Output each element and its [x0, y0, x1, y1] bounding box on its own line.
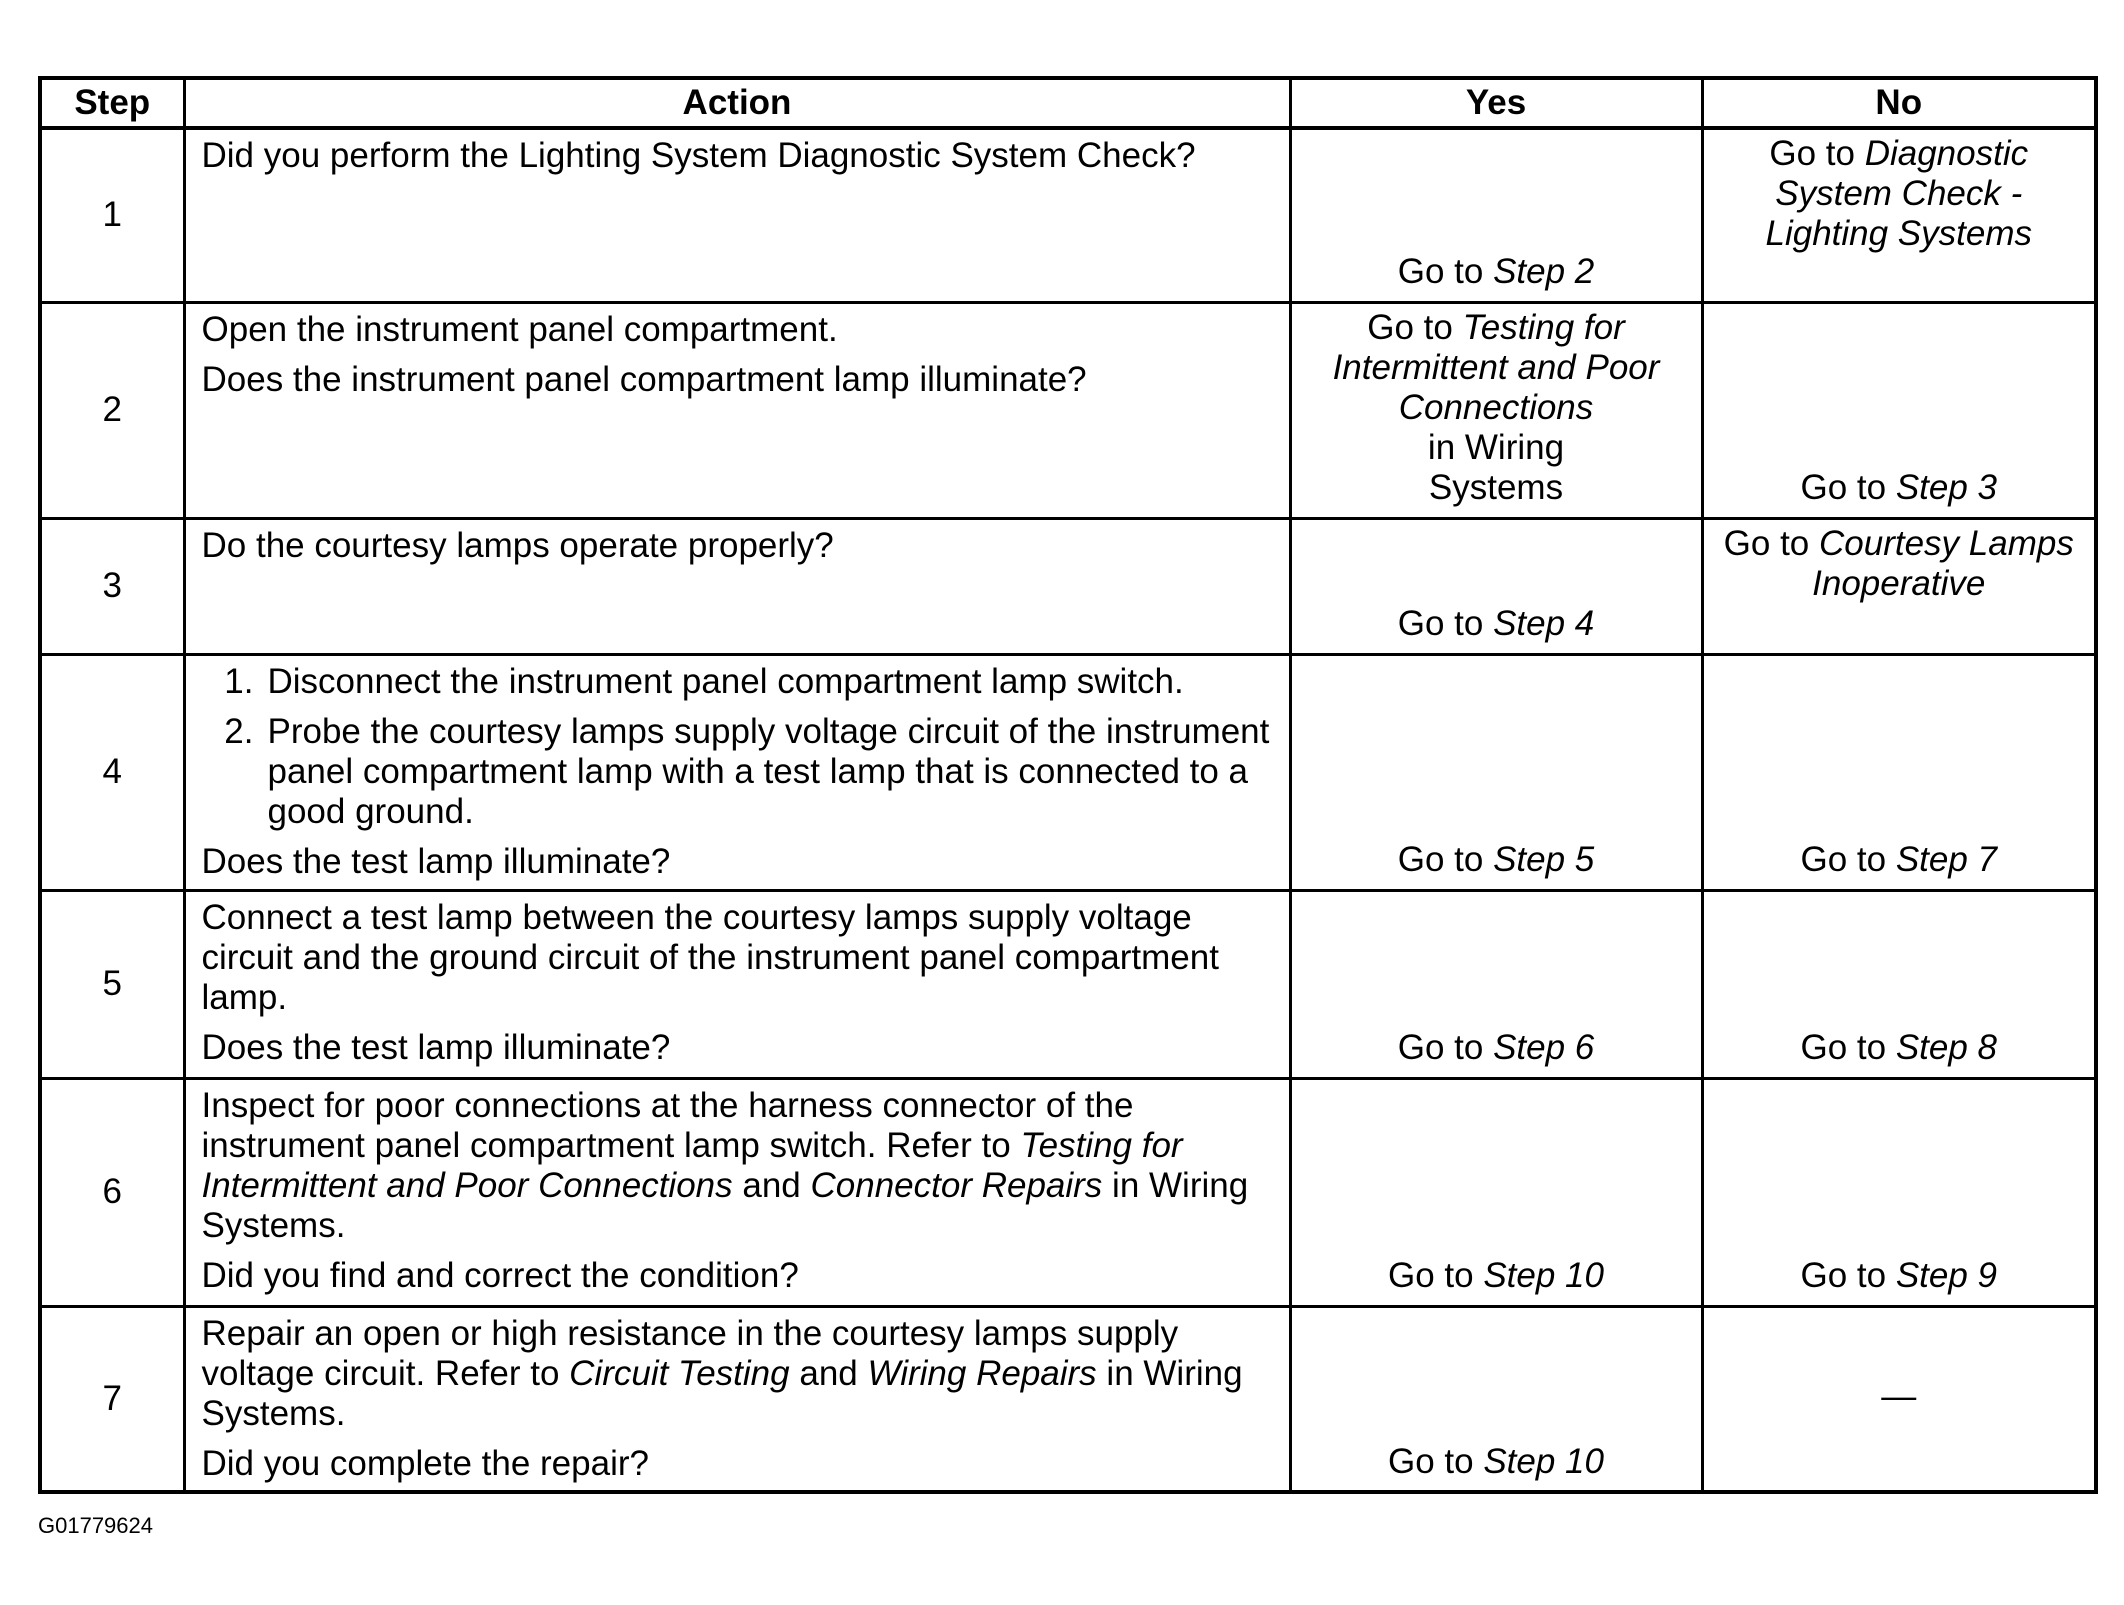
yes-result: Go to Step 4	[1397, 603, 1595, 643]
reference-link[interactable]: Intermittent and Poor	[1332, 347, 1660, 387]
header-yes: Yes	[1290, 78, 1702, 128]
no-cell	[1702, 518, 2096, 654]
action-text: Open the instrument panel compartment.	[201, 309, 838, 349]
no-result: Go to Step 9	[1800, 1255, 1998, 1295]
step-number: 5	[40, 890, 184, 1078]
step-number: 6	[40, 1078, 184, 1306]
table-row	[40, 1078, 2096, 1306]
action-cell	[184, 1078, 1290, 1306]
step-number: 1	[40, 128, 184, 302]
yes-cell	[1290, 128, 1702, 302]
header-action: Action	[184, 78, 1290, 128]
no-cell	[1702, 654, 2096, 890]
no-result: Go to Step 3	[1800, 467, 1998, 507]
no-result: Go to Courtesy Lamps Inoperative	[1712, 524, 2087, 604]
action-text: Connect a test lamp between the courtesy lamps supply voltage circuit and the ground circuit of the instrument panel compartment lamp.	[201, 897, 1219, 1017]
action-text: Inspect for poor connections at the harness connector of the instrument panel compartment lamp switch. Refer to Testing for Intermittent and Poor Connections and Connector Repairs in Wiring Systems.	[201, 1085, 1249, 1245]
action-cell	[184, 1306, 1290, 1492]
step-number: 4	[40, 654, 184, 890]
step-number: 7	[40, 1306, 184, 1492]
table-row	[40, 302, 2096, 518]
header-no: No	[1702, 78, 2096, 128]
reference-link[interactable]: Connector Repairs	[810, 1165, 1103, 1205]
list-item: 2. Probe the courtesy lamps supply voltage circuit of the instrument panel compartment lamp with a test lamp that is connected to a good ground.	[224, 711, 1270, 831]
action-question: Does the instrument panel compartment lamp illuminate?	[201, 359, 1087, 399]
action-cell	[184, 128, 1290, 302]
header-row	[40, 78, 2096, 128]
yes-result: Go to Step 10	[1388, 1441, 1604, 1481]
table-row	[40, 890, 2096, 1078]
no-cell	[1702, 1306, 2096, 1492]
yes-cell	[1290, 654, 1702, 890]
figure-id: G01779624	[38, 1513, 153, 1538]
step-link[interactable]: Step 7	[1895, 839, 1998, 879]
action-text: Repair an open or high resistance in the courtesy lamps supply voltage circuit. Refer to Circuit Testing and Wiring Repairs in Wiring Systems.	[201, 1313, 1243, 1433]
action-cell	[184, 302, 1290, 518]
step-link[interactable]: Step 5	[1493, 839, 1595, 879]
reference-link[interactable]: System Check -	[1775, 174, 2023, 213]
step-link[interactable]: Step 6	[1493, 1027, 1595, 1067]
no-result: Go to Step 8	[1800, 1027, 1998, 1067]
no-cell	[1702, 890, 2096, 1078]
no-cell	[1702, 1078, 2096, 1306]
step-number: 2	[40, 302, 184, 518]
action-list	[202, 662, 1279, 832]
yes-cell	[1290, 518, 1702, 654]
action-cell	[184, 654, 1290, 890]
yes-result: Go to Step 6	[1397, 1027, 1595, 1067]
no-cell	[1702, 128, 2096, 302]
no-cell	[1702, 302, 2096, 518]
action-cell	[184, 890, 1290, 1078]
yes-result: Go to Step 10	[1388, 1255, 1604, 1295]
reference-link[interactable]: Circuit Testing	[569, 1353, 790, 1393]
table-row	[40, 128, 2096, 302]
yes-cell	[1290, 890, 1702, 1078]
step-number: 3	[40, 518, 184, 654]
reference-link[interactable]: Diagnostic	[1864, 134, 2029, 173]
header-step: Step	[40, 78, 184, 128]
action-question: Does the test lamp illuminate?	[201, 841, 671, 881]
action-question: Does the test lamp illuminate?	[201, 1027, 671, 1067]
action-question: Did you complete the repair?	[201, 1443, 649, 1483]
action-text: Did you perform the Lighting System Diagnostic System Check?	[201, 136, 1196, 175]
action-question: Do the courtesy lamps operate properly?	[201, 525, 834, 565]
step-link[interactable]: Step 9	[1895, 1255, 1998, 1295]
action-question: Did you find and correct the condition?	[201, 1255, 799, 1295]
no-result: Go to Diagnostic System Check - Lighting Systems	[1712, 134, 2087, 254]
yes-cell	[1290, 1306, 1702, 1492]
yes-cell	[1290, 1078, 1702, 1306]
step-link[interactable]: Step 3	[1895, 467, 1998, 507]
yes-cell	[1290, 302, 1702, 518]
reference-link[interactable]: Courtesy Lamps	[1819, 523, 2074, 563]
action-cell	[184, 518, 1290, 654]
reference-link[interactable]: Wiring Repairs	[867, 1353, 1097, 1393]
reference-link[interactable]: Testing for Intermittent and Poor Connections	[201, 1125, 1183, 1205]
table-row	[40, 654, 2096, 890]
yes-result: Go to Step 2	[1397, 252, 1595, 291]
table-row	[40, 518, 2096, 654]
diagnostic-table	[38, 76, 2098, 1494]
reference-link[interactable]: Connections	[1398, 387, 1594, 427]
table-row	[40, 1306, 2096, 1492]
reference-link[interactable]: Testing for	[1462, 307, 1625, 347]
reference-link[interactable]: Inoperative	[1812, 563, 1986, 603]
step-link[interactable]: Step 10	[1483, 1255, 1604, 1295]
no-result: Go to Step 7	[1800, 839, 1998, 879]
list-item: 1. Disconnect the instrument panel compartment lamp switch.	[224, 661, 1184, 701]
step-link[interactable]: Step 10	[1483, 1441, 1604, 1481]
yes-result: Go to Testing for Intermittent and Poor Connections in Wiring Systems	[1300, 308, 1693, 508]
no-result-dash: —	[1881, 1376, 1917, 1416]
yes-result: Go to Step 5	[1397, 839, 1595, 879]
reference-link[interactable]: Lighting Systems	[1765, 214, 2033, 253]
step-link[interactable]: Step 4	[1493, 603, 1595, 643]
step-link[interactable]: Step 8	[1895, 1027, 1998, 1067]
step-link[interactable]: Step 2	[1493, 252, 1595, 291]
